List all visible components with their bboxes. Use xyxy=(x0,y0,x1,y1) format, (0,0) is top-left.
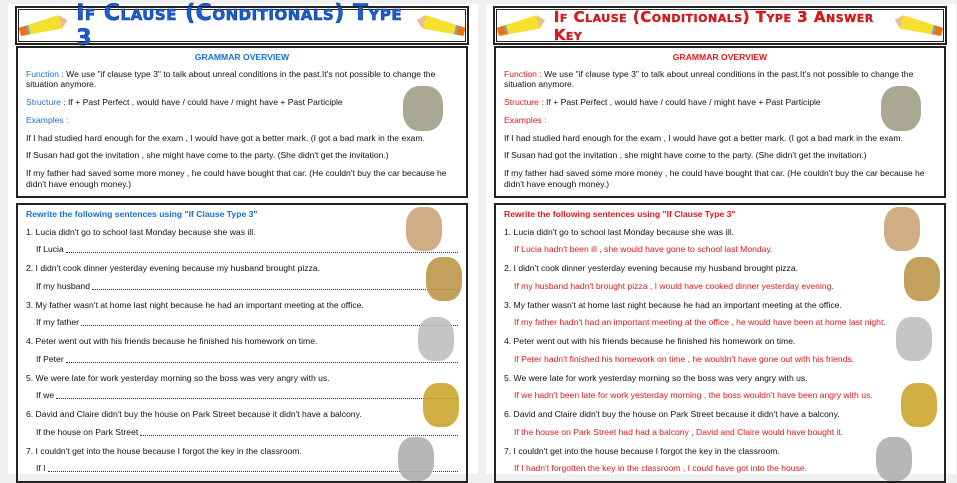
answer-text: If my father hadn't had an important meeting at the office , he would have been at home last night. xyxy=(514,317,886,328)
example: If my father had saved some more money , he could have bought that car. (He couldn't buy the car because he didn't have enough money.) xyxy=(26,168,447,189)
answer-prompt: If Peter xyxy=(36,353,64,364)
cartoon-mouse-icon xyxy=(398,437,434,481)
example: If I had studied hard enough for the exam , I would have got a better mark. (I got a bad mark in the exam. xyxy=(26,132,425,143)
exercise-section xyxy=(16,203,468,483)
pencil-icon xyxy=(893,13,944,38)
overview-heading: GRAMMAR OVERVIEW xyxy=(672,52,768,62)
answer-text: If my husband hadn't brought pizza , I would have cooked dinner yesterday evening. xyxy=(514,280,834,291)
label: Structure : xyxy=(504,97,544,108)
answer-text: If we hadn't been late for work yesterday morning , the boss wouldn't have been angry with us. xyxy=(514,390,873,401)
examples-label: Examples : xyxy=(504,114,547,125)
answer-line[interactable] xyxy=(36,354,458,365)
cartoon-key-icon xyxy=(403,86,443,131)
answer-prompt: If my father xyxy=(36,317,79,328)
cartoon-cow-icon xyxy=(406,207,442,251)
answer-prompt: If my husband xyxy=(36,280,90,291)
answer-key-title: If Clause (Conditionals) Type 3 Answer Key xyxy=(553,7,874,44)
worksheet-title-banner xyxy=(16,0,468,51)
example: If Susan had got the invitation , she might have come to the party. (She didn't get the invitation.) xyxy=(26,150,389,161)
question-text: 6. David and Claire didn't buy the house on Park Street because it didn't have a balcony. xyxy=(504,409,840,420)
answer-prompt: If I xyxy=(36,463,46,474)
cartoon-rabbit-icon xyxy=(418,317,454,361)
structure-line xyxy=(504,97,936,108)
question-text: 6. David and Claire didn't buy the house on Park Street because it didn't have a balcony. xyxy=(26,409,362,420)
answer-text: If Lucia hadn't been ill , she would have gone to school last Monday. xyxy=(514,244,773,255)
question-text: 3. My father wasn't at home last night because he had an important meeting at the office. xyxy=(26,299,364,310)
example: If my father had saved some more money , he could have bought that car. (He couldn't buy the car because he didn't have enough money.) xyxy=(504,168,925,189)
answer-line[interactable] xyxy=(36,281,458,292)
answer-section xyxy=(494,203,946,483)
pencil-icon xyxy=(415,13,466,39)
answer-key-title-banner xyxy=(494,7,946,44)
answer-blank xyxy=(140,427,458,436)
question-text: 4. Peter went out with his friends because he finished his homework on time. xyxy=(504,336,796,347)
label: Function : xyxy=(504,68,542,79)
text: If + Past Perfect , would have / could have / might have + Past Participle xyxy=(68,97,343,108)
question-text: 7. I couldn't get into the house because I forgot the key in the classroom. xyxy=(26,445,302,456)
cartoon-mouse-icon xyxy=(901,383,937,427)
cartoon-mouse-icon xyxy=(876,437,912,481)
pencil-icon xyxy=(496,13,547,38)
question-text: 4. Peter went out with his friends because he finished his homework on time. xyxy=(26,336,318,347)
question-text: 5. We were late for work yesterday morning so the boss was very angry with us. xyxy=(26,372,330,383)
answer-blank xyxy=(66,244,458,253)
answer-blank xyxy=(56,390,458,399)
grammar-overview xyxy=(494,46,946,198)
grammar-overview xyxy=(16,46,468,198)
answer-blank xyxy=(92,281,458,290)
answer-blank xyxy=(81,317,458,326)
answer-key-page xyxy=(486,4,956,474)
cartoon-monkey-icon xyxy=(426,257,462,301)
answer-text: If the house on Park Street had had a balcony , David and Claire would have bought it. xyxy=(514,426,844,437)
answer-prompt: If we xyxy=(36,390,55,401)
exercise-heading: Rewrite the following sentences using "If Clause Type 3" xyxy=(26,209,258,219)
question-text: 7. I couldn't get into the house because I forgot the key in the classroom. xyxy=(504,445,780,456)
question-text: 2. I didn't cook dinner yesterday evening because my husband brought pizza. xyxy=(26,263,321,274)
label: Function : xyxy=(26,68,64,79)
question-list xyxy=(26,227,458,474)
answer-list xyxy=(504,227,936,474)
function-line xyxy=(26,69,458,90)
structure-line xyxy=(26,97,458,108)
text: We use "if clause type 3" to talk about unreal conditions in the past.It's not possible to change the situation anymore. xyxy=(504,68,914,90)
answer-line[interactable] xyxy=(36,390,458,401)
example: If Susan had got the invitation , she might have come to the party. (She didn't get the invitation.) xyxy=(504,150,867,161)
cartoon-monkey-icon xyxy=(904,257,940,301)
answer-text: If I hadn't forgotten the key in the classroom , I could have got into the house. xyxy=(514,463,808,474)
question-text: 3. My father wasn't at home last night because he had an important meeting at the office. xyxy=(504,299,842,310)
question-text: 2. I didn't cook dinner yesterday evening because my husband brought pizza. xyxy=(504,263,799,274)
answer-prompt: If the house on Park Street xyxy=(36,426,139,437)
question-text: 1. Lucia didn't go to school last Monday because she was ill. xyxy=(504,226,734,237)
text: If + Past Perfect , would have / could have / might have + Past Participle xyxy=(546,97,821,108)
example: If I had studied hard enough for the exam , I would have got a better mark. (I got a bad mark in the exam. xyxy=(504,132,903,143)
examples-label: Examples : xyxy=(26,114,69,125)
worksheet-page xyxy=(8,0,478,474)
answer-line[interactable] xyxy=(36,244,458,255)
cartoon-cow-icon xyxy=(884,207,920,251)
pencil-icon xyxy=(18,13,69,39)
function-line xyxy=(504,69,936,90)
worksheet-title: If Clause (Conditionals) Type 3 xyxy=(76,0,403,51)
text: We use "if clause type 3" to talk about unreal conditions in the past.It's not possible to change the situation anymore. xyxy=(26,68,436,90)
answer-prompt: If Lucia xyxy=(36,244,64,255)
label: Structure : xyxy=(26,97,66,108)
answer-line[interactable] xyxy=(36,427,458,438)
cartoon-mouse-icon xyxy=(423,383,459,427)
question-text: 5. We were late for work yesterday morning so the boss was very angry with us. xyxy=(504,372,808,383)
overview-heading: GRAMMAR OVERVIEW xyxy=(194,52,290,62)
exercise-heading: Rewrite the following sentences using "If Clause Type 3" xyxy=(504,209,736,219)
answer-blank xyxy=(66,354,458,363)
question-text: 1. Lucia didn't go to school last Monday because she was ill. xyxy=(26,226,256,237)
answer-text: If Peter hadn't finished his homework on time , he wouldn't have gone out with his friends. xyxy=(514,353,855,364)
cartoon-rabbit-icon xyxy=(896,317,932,361)
answer-line[interactable] xyxy=(36,317,458,328)
cartoon-key-icon xyxy=(881,86,921,131)
